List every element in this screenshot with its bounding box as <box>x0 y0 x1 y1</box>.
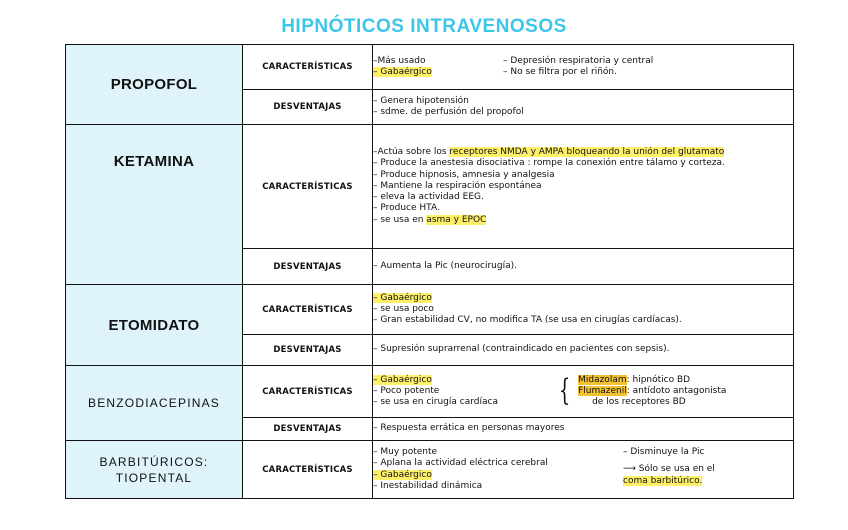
midazolam-label: Midazolam <box>578 374 627 385</box>
section-label: CARACTERÍSTICAS <box>243 441 373 499</box>
list-item: – Gabaérgico <box>373 67 432 77</box>
ketamina-caracteristicas <box>373 125 794 249</box>
list-item: – se usa poco <box>373 303 434 314</box>
list-item: – Supresión suprarrenal (contraindicado en pacientes con sepsis). <box>373 344 670 355</box>
drug-table <box>65 44 794 499</box>
list-item: – Produce hipnosis, amnesia y analgesia <box>373 169 555 180</box>
drug-name-etomidato: ETOMIDATO <box>66 285 243 366</box>
list-item: –Más usado <box>373 55 426 66</box>
list-item: – Gabaérgico <box>373 292 432 303</box>
section-label: DESVENTAJAS <box>243 90 373 125</box>
list-item: – sdme. de perfusión del propofol <box>373 107 524 117</box>
list-item: – Inestabilidad dinámica <box>373 480 483 491</box>
list-item: – Gran estabilidad CV, no modifica TA (se usa en cirugías cardíacas). <box>373 315 682 326</box>
list-item: – Aplana la actividad eléctrica cerebral <box>373 458 548 469</box>
list-item: de los receptores BD <box>592 397 686 408</box>
benzo-car-row <box>66 366 794 418</box>
drug-name-benzodiacepinas: BENZODIACEPINAS <box>66 366 243 441</box>
propofol-caracteristicas <box>373 45 794 90</box>
section-label: DESVENTAJAS <box>243 335 373 366</box>
benzo-caracteristicas <box>373 366 794 418</box>
list-item: – Gabaérgico <box>373 469 432 480</box>
list-item: – eleva la actividad EEG. <box>373 192 484 203</box>
section-label: CARACTERÍSTICAS <box>243 366 373 418</box>
ketamina-desventajas <box>373 249 794 285</box>
list-item: – Depresión respiratoria y central <box>503 55 654 66</box>
list-item: – Aumenta la Pic (neurocirugía). <box>373 260 517 271</box>
list-item: – se usa en asma y EPOC <box>373 214 487 225</box>
barbituricos-car-row <box>66 441 794 499</box>
list-item: Midazolam: hipnótico BD <box>578 374 691 385</box>
list-item: – No se filtra por el riñón. <box>503 67 617 77</box>
benzo-desventajas <box>373 418 794 441</box>
list-item: –Actúa sobre los receptores NMDA y AMPA bloqueando la unión del glutamato <box>373 146 725 157</box>
list-item: – Respuesta errática en personas mayores <box>373 423 565 434</box>
list-item: coma barbitúrico. <box>623 475 703 486</box>
propofol-car-row <box>66 45 794 90</box>
barbituricos-caracteristicas <box>373 441 794 499</box>
list-item: Flumazenil: antídoto antagonista <box>578 385 727 396</box>
list-item: – Mantiene la respiración espontánea <box>373 180 542 191</box>
page-title: HIPNÓTICOS INTRAVENOSOS <box>281 16 567 37</box>
propofol-desventajas <box>373 90 794 125</box>
list-item: – Genera hipotensión <box>373 95 469 106</box>
drug-name-barbituricos: BARBITÚRICOS: TIOPENTAL <box>66 441 243 499</box>
section-label: CARACTERÍSTICAS <box>243 125 373 249</box>
list-item: – Disminuye la Pic <box>623 446 705 457</box>
list-item: – Produce la anestesia disociativa : rompe la conexión entre tálamo y corteza. <box>373 158 725 169</box>
list-item: – Produce HTA. <box>373 203 440 214</box>
section-label: CARACTERÍSTICAS <box>243 285 373 335</box>
list-item: – Muy potente <box>373 446 438 457</box>
flumazenil-label: Flumazenil <box>578 385 627 396</box>
drug-name-ketamina: KETAMINA <box>66 125 243 285</box>
section-label: DESVENTAJAS <box>243 418 373 441</box>
etomidato-desventajas <box>373 335 794 366</box>
drug-name-propofol: PROPOFOL <box>66 45 243 125</box>
section-label: DESVENTAJAS <box>243 249 373 285</box>
brace-icon: { <box>558 373 571 409</box>
list-item: – Gabaérgico <box>373 374 432 385</box>
list-item: – se usa en cirugía cardíaca <box>373 397 498 408</box>
etomidato-caracteristicas <box>373 285 794 335</box>
section-label: CARACTERÍSTICAS <box>243 45 373 90</box>
list-item: – Poco potente <box>373 385 440 396</box>
list-item: ⟶ Sólo se usa en el <box>623 464 715 475</box>
etomidato-car-row <box>66 285 794 335</box>
ketamina-car-row <box>66 125 794 249</box>
